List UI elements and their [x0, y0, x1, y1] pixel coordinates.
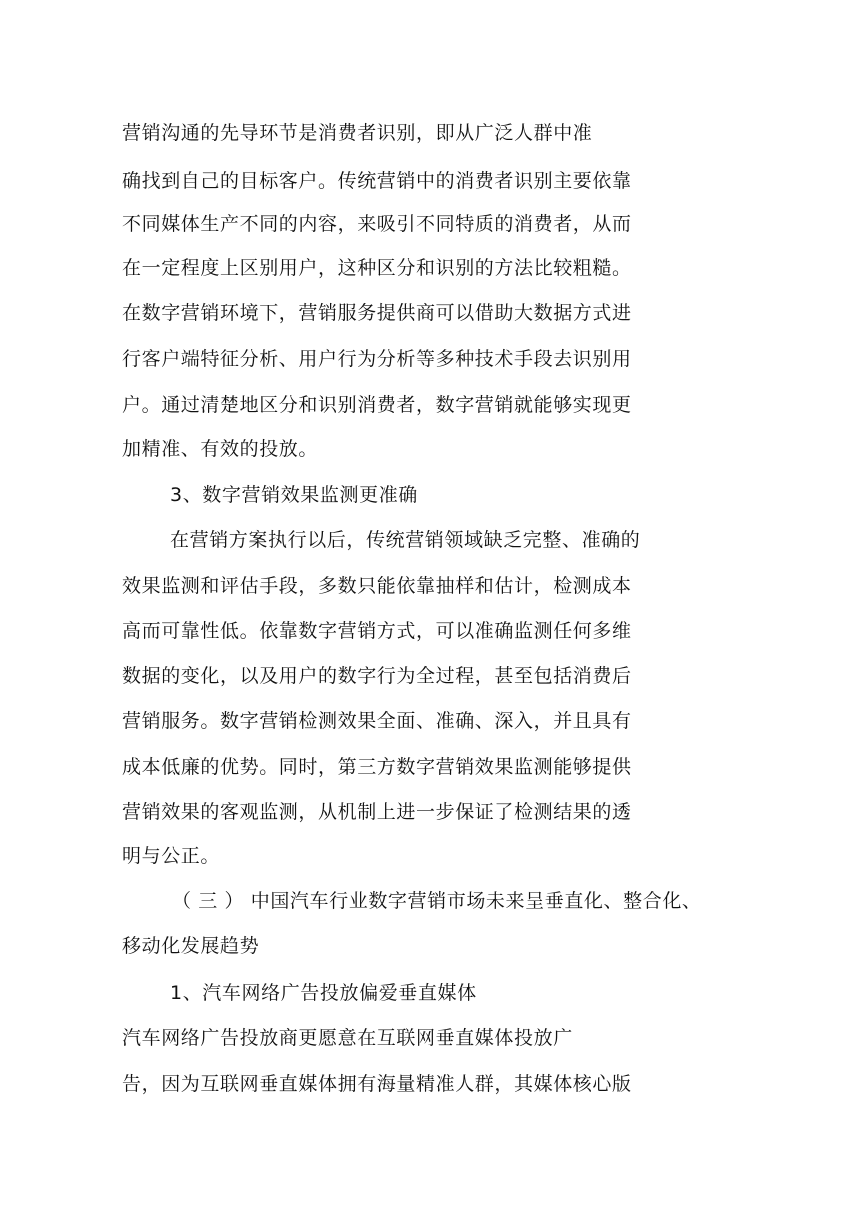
text-line: 在一定程度上区别用户，这种区分和识别的方法比较粗糙。	[122, 257, 632, 279]
text-line: 在数字营销环境下，营销服务提供商可以借助大数据方式进	[122, 302, 632, 324]
section-heading: 1、汽车网络广告投放偏爱垂直媒体	[170, 982, 477, 1004]
text-line: 营销服务。数字营销检测效果全面、准确、深入，并且具有	[122, 710, 632, 732]
text-line: 明与公正。	[122, 845, 221, 867]
text-line: 高而可靠性低。依靠数字营销方式，可以准确监测任何多维	[122, 620, 632, 642]
text-line: 告，因为互联网垂直媒体拥有海量精准人群，其媒体核心版	[122, 1073, 632, 1095]
text-line: 营销效果的客观监测，从机制上进一步保证了检测结果的透	[122, 801, 632, 823]
text-line: 加精准、有效的投放。	[122, 438, 319, 460]
text-line: 效果监测和评估手段，多数只能依靠抽样和估计，检测成本	[122, 575, 632, 597]
text-line: 汽车网络广告投放商更愿意在互联网垂直媒体投放广	[122, 1027, 573, 1049]
text-line: 数据的变化，以及用户的数字行为全过程，甚至包括消费后	[122, 665, 632, 687]
section-heading-continued: 移动化发展趋势	[122, 935, 260, 957]
text-line: 在营销方案执行以后，传统营销领域缺乏完整、准确的	[170, 529, 641, 551]
text-line: 营销沟通的先导环节是消费者识别，即从广泛人群中准	[122, 122, 593, 144]
text-line: 不同媒体生产不同的内容，来吸引不同特质的消费者，从而	[122, 213, 632, 235]
text-line: 行客户端特征分析、用户行为分析等多种技术手段去识别用	[122, 348, 632, 370]
text-line: 户。通过清楚地区分和识别消费者，数字营销就能够实现更	[122, 394, 632, 416]
section-heading: 3、数字营销效果监测更准确	[170, 484, 418, 506]
text-line: 确找到自己的目标客户。传统营销中的消费者识别主要依靠	[122, 170, 632, 192]
section-heading: （ 三 ） 中国汽车行业数字营销市场未来呈垂直化、整合化、	[172, 890, 702, 912]
text-line: 成本低廉的优势。同时，第三方数字营销效果监测能够提供	[122, 756, 632, 778]
